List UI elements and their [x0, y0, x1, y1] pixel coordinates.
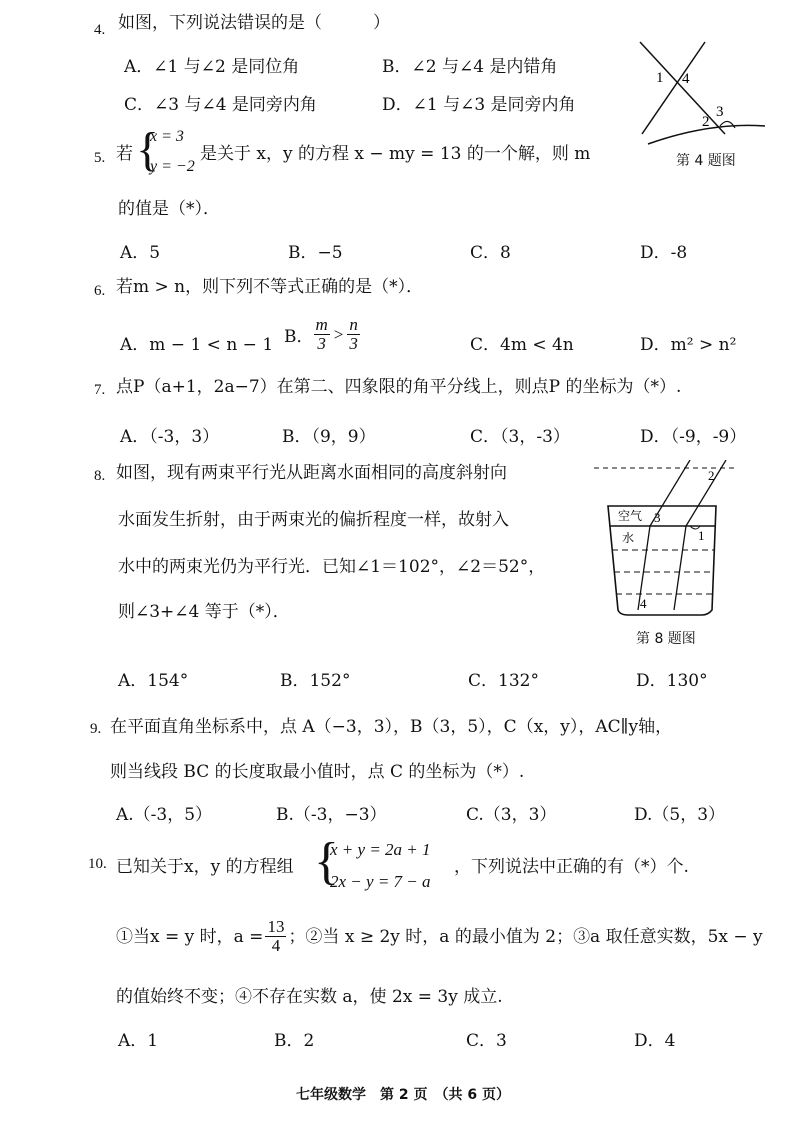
q8-option-a: A．154°: [118, 671, 189, 691]
q8-number: 8.: [94, 468, 106, 484]
q4-option-d: D．∠1 与∠3 是同旁内角: [382, 95, 576, 115]
q9-line1: 在平面直角坐标系中，点 A（−3，3），B（3，5），C（x，y），AC∥y轴，: [110, 717, 673, 737]
q10-fraction: [265, 918, 286, 955]
q6-gt: >: [333, 324, 344, 344]
q5-option-d: D．-8: [640, 243, 688, 263]
q6-fraction-m3: [314, 316, 330, 353]
q6-option-b: [284, 316, 360, 353]
q5-option-b: B．−5: [288, 243, 343, 263]
q6-option-d: D．m² > n²: [640, 335, 737, 355]
q10-option-a: A．1: [118, 1031, 159, 1051]
q10-system-1: x + y = 2a + 1: [330, 840, 431, 859]
q10-number: 10.: [88, 856, 107, 872]
q4-line-b: [642, 42, 705, 134]
q8-line4: 则∠3+∠4 等于（*）．: [118, 602, 290, 622]
q10-frac-num: 13: [267, 918, 285, 936]
q8-ray-2-water: [674, 526, 686, 610]
q5-option-c: C．8: [470, 243, 511, 263]
q8-air-label: 空气: [618, 509, 643, 523]
q6-frac-m-num: m: [315, 315, 328, 334]
q6-number: 6.: [94, 283, 106, 299]
q5-brace: {: [136, 123, 160, 176]
q4-figure: [630, 34, 770, 149]
q4-label-3: 3: [716, 104, 724, 120]
q8-option-c: C．132°: [468, 671, 539, 691]
q8-label-1: 1: [698, 528, 705, 543]
q6-option-c: C．4m < 4n: [470, 335, 574, 355]
q4-caption: 第 4 题图: [676, 153, 736, 169]
q8-line1: 如图，现有两束平行光从距离水面相同的高度斜射向: [116, 463, 507, 483]
q10-line2-a: ①当x = y 时，a =: [116, 926, 264, 947]
q5-stem: 是关于 x，y 的方程 x − my = 13 的一个解，则 m: [200, 144, 591, 164]
q10-option-d: D．4: [634, 1031, 676, 1051]
q10-line3: 的值始终不变；④不存在实数 a，使 2x = 3y 成立.: [116, 987, 503, 1007]
q6-option-b-label: B．: [284, 327, 314, 347]
q8-line2: 水面发生折射，由于两束光的偏折程度一样，故射入: [118, 510, 509, 530]
q10-system-2: 2x − y = 7 − a: [330, 872, 431, 891]
q8-water-label: 水: [622, 531, 635, 545]
q10-line2-b: ；②当 x ≥ 2y 时，a 的最小值为 2；③a 取任意实数，5x − y: [288, 926, 763, 947]
q9-line2: 则当线段 BC 的长度取最小值时，点 C 的坐标为（*）.: [110, 762, 525, 782]
q10-option-b: B．2: [274, 1031, 315, 1051]
q8-line3: 水中的两束光仍为平行光．已知∠1＝102°，∠2＝52°，: [118, 557, 546, 577]
q10-pre: 已知关于x，y 的方程组: [116, 857, 294, 877]
q8-figure: [590, 460, 740, 625]
q4-label-4: 4: [682, 71, 690, 87]
q8-ray-2-air: [686, 460, 726, 526]
q8-label-2: 2: [708, 468, 715, 483]
q10-brace: {: [314, 833, 339, 890]
q7-option-b: B．（9，9）: [282, 427, 376, 447]
q7-option-c: C．（3，-3）: [470, 427, 570, 447]
q8-label-3: 3: [654, 510, 661, 525]
q8-caption: 第 8 题图: [636, 631, 696, 647]
q8-option-d: D．130°: [636, 671, 708, 691]
q10-option-c: C．3: [466, 1031, 507, 1051]
q5-option-a: A．5: [120, 243, 161, 263]
q4-label-2: 2: [702, 114, 710, 130]
q4-number: 4.: [94, 22, 106, 38]
q5-system-1: x = 3: [150, 128, 184, 145]
q4-option-a: A．∠1 与∠2 是同位角: [124, 57, 300, 77]
q9-option-b: B.（-3，−3）: [276, 805, 387, 825]
q6-option-a: A．m − 1 < n − 1: [120, 335, 274, 355]
q8-label-4: 4: [640, 596, 647, 611]
q9-number: 9.: [90, 721, 102, 737]
q4-stem: 如图，下列说法错误的是（ ）: [118, 13, 390, 33]
q4-line-a: [640, 42, 725, 134]
q10-frac-den: 4: [271, 936, 281, 955]
q7-stem: 点P（a+1，2a−7）在第二、四象限的角平分线上，则点P 的坐标为（*）.: [116, 377, 682, 397]
q10-post: ，下列说法中正确的有（*）个.: [454, 857, 689, 877]
q7-option-a: A．（-3，3）: [120, 427, 220, 447]
q5-pre: 若: [116, 144, 133, 164]
q5-number: 5.: [94, 150, 106, 166]
q6-frac-m-den: 3: [317, 334, 326, 353]
q6-fraction-n3: [347, 316, 360, 353]
q9-option-d: D.（5，3）: [634, 805, 726, 825]
q6-frac-n-den: 3: [349, 334, 358, 353]
q4-label-1: 1: [656, 70, 664, 86]
q9-option-c: C.（3，3）: [466, 805, 557, 825]
q4-option-b: B．∠2 与∠4 是内错角: [382, 57, 558, 77]
q10-line2: [116, 918, 786, 955]
q8-option-b: B．152°: [280, 671, 351, 691]
q7-number: 7.: [94, 382, 106, 398]
q5-system-2: y = −2: [150, 158, 195, 175]
q9-option-a: A.（-3，5）: [116, 805, 213, 825]
q4-option-c: C．∠3 与∠4 是同旁内角: [124, 95, 317, 115]
q5-stem-line2: 的值是（*）．: [118, 199, 220, 219]
q6-stem: 若m > n，则下列不等式正确的是（*）．: [116, 277, 424, 297]
q7-option-d: D．（-9，-9）: [640, 427, 747, 447]
q6-frac-n-num: n: [349, 315, 358, 334]
page-footer: 七年级数学 第 2 页 （共 6 页）: [296, 1087, 510, 1103]
